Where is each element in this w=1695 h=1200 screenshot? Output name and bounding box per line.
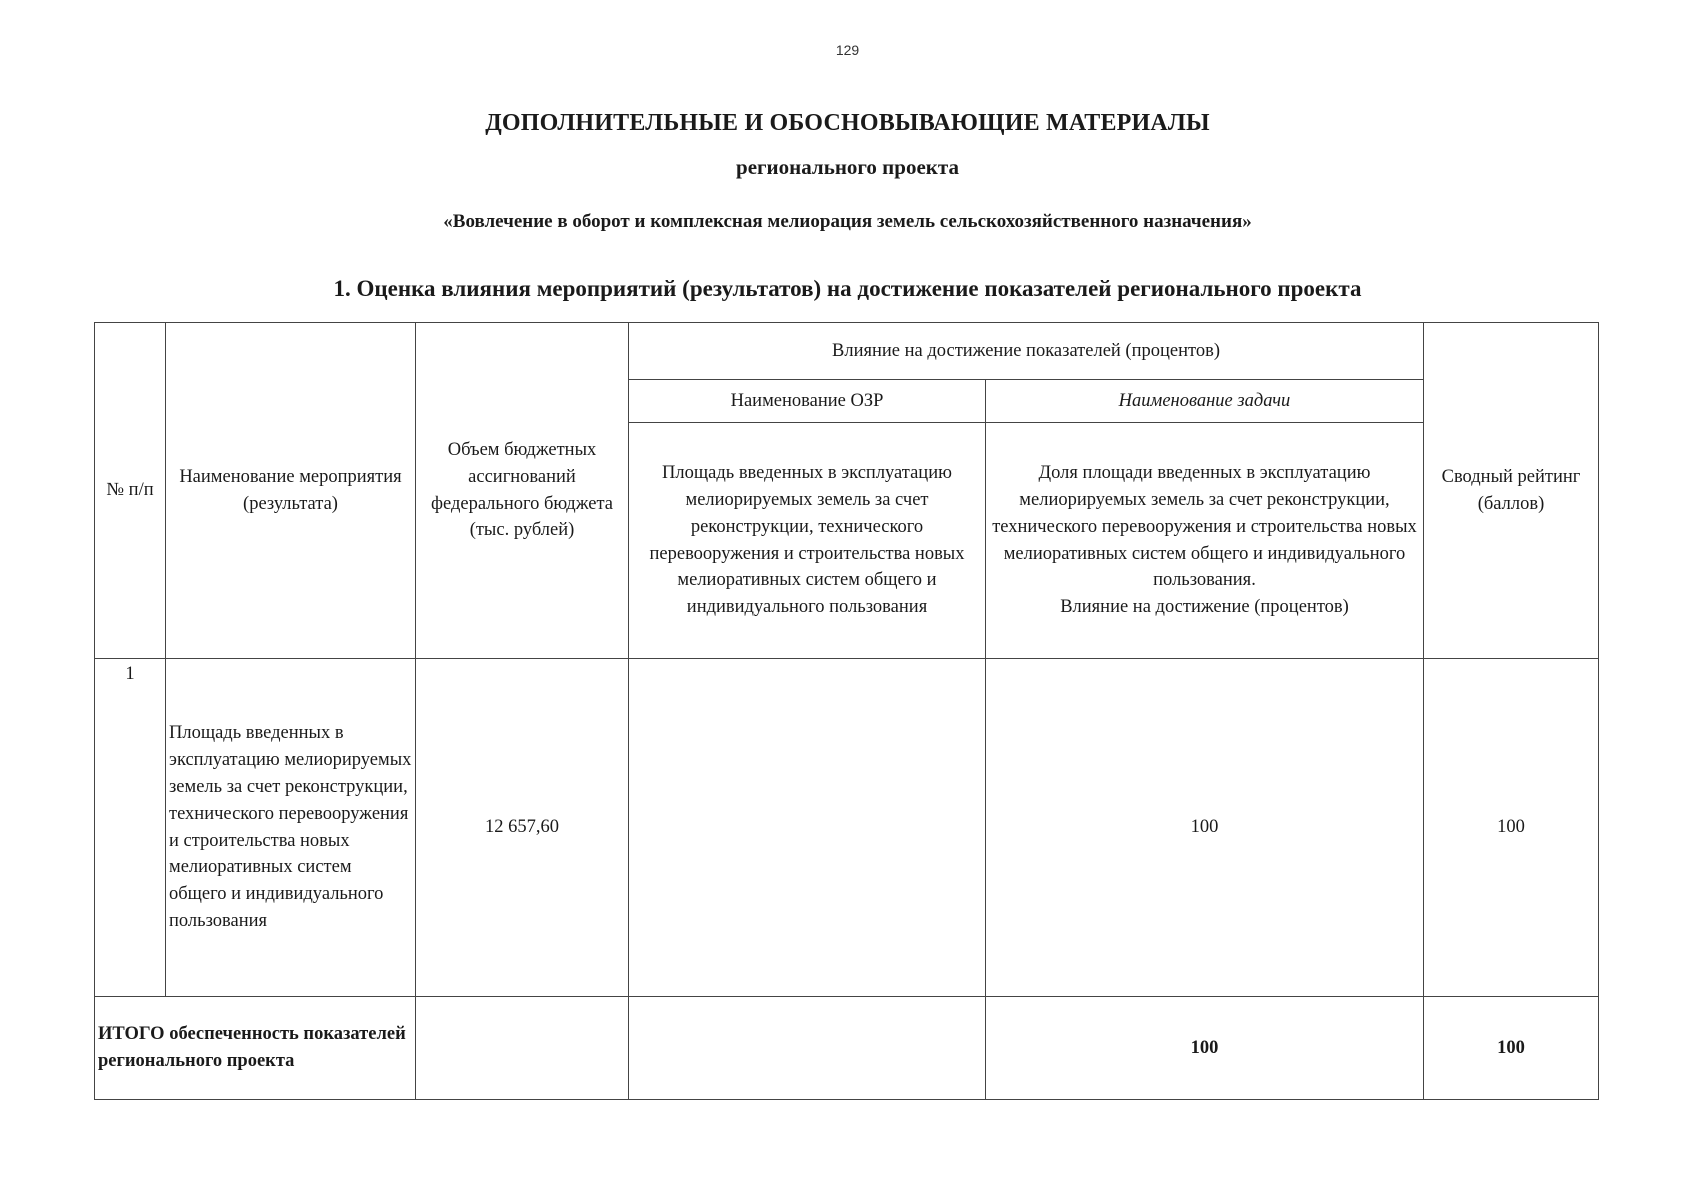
row-num: 1 xyxy=(95,659,166,997)
section-title: 1. Оценка влияния мероприятий (результатов) на достижение показателей регионального проекта xyxy=(333,276,1362,301)
row-budget: 12 657,60 xyxy=(416,659,629,997)
total-budget xyxy=(416,997,629,1100)
total-rating: 100 xyxy=(1424,997,1599,1100)
header-task-indicator xyxy=(986,423,1424,659)
row-event-name: Площадь введенных в эксплуатацию мелиорируемых земель за счет реконструкции, технического перевооружения и строительства новых мелиоративных систем общего и индивидуального пользования xyxy=(166,659,416,997)
total-row xyxy=(95,997,1599,1100)
project-name: «Вовлечение в оборот и комплексная мелиорация земель сельскохозяйственного назначения» xyxy=(443,211,1252,232)
header-budget: Объем бюджетных ассигнований федерального бюджета (тыс. рублей) xyxy=(416,323,629,659)
row-task-value: 100 xyxy=(986,659,1424,997)
impact-assessment-table xyxy=(94,322,1599,1100)
header-num: № п/п xyxy=(95,323,166,659)
document-subtitle: регионального проекта xyxy=(736,155,959,179)
task-indicator-text: Доля площади введенных в эксплуатацию мелиорируемых земель за счет реконструкции, технического перевооружения и строительства новых мелиоративных систем общего и индивидуального пользования. xyxy=(992,463,1417,591)
header-influence-group: Влияние на достижение показателей (процентов) xyxy=(629,323,1424,380)
total-ozr-value xyxy=(629,997,986,1100)
task-indicator-note: Влияние на достижение (процентов) xyxy=(1060,597,1349,618)
document-title: ДОПОЛНИТЕЛЬНЫЕ И ОБОСНОВЫВАЮЩИЕ МАТЕРИАЛЫ xyxy=(485,110,1210,136)
header-rating: Сводный рейтинг (баллов) xyxy=(1424,323,1599,659)
header-ozr-indicator: Площадь введенных в эксплуатацию мелиорируемых земель за счет реконструкции, технического перевооружения и строительства новых мелиоративных систем общего и индивидуального пользования xyxy=(629,423,986,659)
row-ozr-value xyxy=(629,659,986,997)
header-event-name: Наименование мероприятия (результата) xyxy=(166,323,416,659)
header-ozr-label: Наименование ОЗР xyxy=(629,380,986,423)
table-row xyxy=(95,659,1599,997)
total-task-value: 100 xyxy=(986,997,1424,1100)
page-number: 129 xyxy=(835,42,860,58)
header-task-label: Наименование задачи xyxy=(986,380,1424,423)
total-label: ИТОГО обеспеченность показателей регионального проекта xyxy=(95,997,416,1100)
row-rating: 100 xyxy=(1424,659,1599,997)
